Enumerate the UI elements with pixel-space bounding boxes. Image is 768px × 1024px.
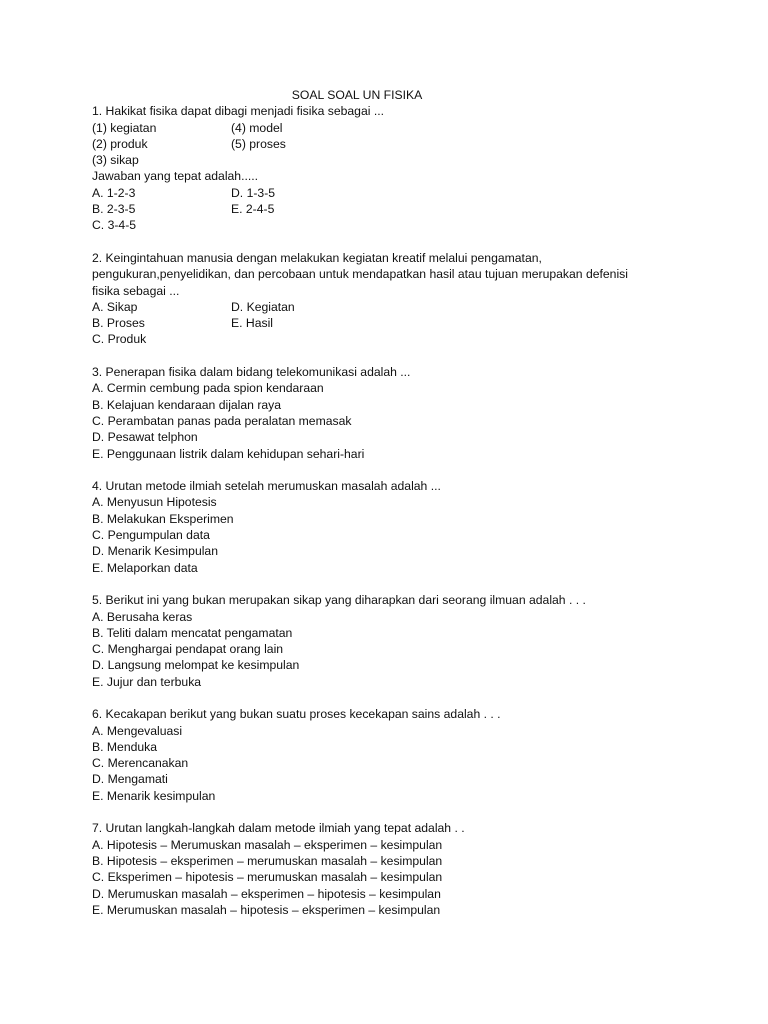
answer-option: A. Cermin cembung pada spion kendaraan [92, 381, 324, 396]
answer-option: E. Hasil [231, 316, 273, 331]
option-row [92, 299, 692, 315]
question-stem: pengukuran,penyelidikan, dan percobaan untuk mendapatkan hasil atau tujuan merupakan defenisi [92, 267, 628, 282]
answer-option: D. Merumuskan masalah – eksperimen – hipotesis – kesimpulan [92, 886, 441, 901]
answer-option: C. Eksperimen – hipotesis – merumuskan masalah – kesimpulan [92, 870, 443, 885]
question-stem: fisika sebagai ... [92, 283, 180, 298]
document-content [92, 87, 692, 934]
answer-option: C. Menghargai pendapat orang lain [92, 642, 284, 657]
answer-option: D. 1-3-5 [231, 185, 276, 200]
answer-option: A. Hipotesis – Merumuskan masalah – eksperimen – kesimpulan [92, 837, 443, 852]
statement-item: (3) sikap [92, 153, 139, 168]
option-row [92, 201, 692, 217]
question-1 [92, 103, 692, 233]
question-6 [92, 706, 692, 804]
answer-option: B. Proses [92, 316, 145, 331]
answer-option: B. Kelajuan kendaraan dijalan raya [92, 397, 282, 412]
option-row [92, 315, 692, 331]
answer-option: E. Merumuskan masalah – hipotesis – eksperimen – kesimpulan [92, 902, 441, 917]
answer-option: B. Hipotesis – eksperimen – merumuskan masalah – kesimpulan [92, 853, 443, 868]
answer-option: A. Sikap [92, 299, 138, 314]
answer-option: A. Berusaha keras [92, 609, 193, 624]
answer-option: D. Menarik Kesimpulan [92, 544, 218, 559]
answer-option: A. Mengevaluasi [92, 723, 183, 738]
answer-option: D. Langsung melompat ke kesimpulan [92, 658, 300, 673]
answer-option: A. Menyusun Hipotesis [92, 495, 217, 510]
question-3 [92, 364, 692, 462]
statement-item: (4) model [231, 120, 283, 135]
question-stem: 2. Keingintahuan manusia dengan melakukan kegiatan kreatif melalui pengamatan, [92, 250, 542, 265]
statement-item: (5) proses [231, 136, 286, 151]
option-row [92, 217, 692, 233]
answer-option: E. Melaporkan data [92, 560, 198, 575]
answer-option: E. Penggunaan listrik dalam kehidupan sehari-hari [92, 446, 365, 461]
answer-option: B. Menduka [92, 739, 158, 754]
question-5 [92, 592, 692, 690]
answer-option: B. Melakukan Eksperimen [92, 511, 234, 526]
question-stem: 4. Urutan metode ilmiah setelah merumuskan masalah adalah ... [92, 479, 441, 494]
answer-option: C. Perambatan panas pada peralatan memasak [92, 413, 352, 428]
statement-item: (1) kegiatan [92, 120, 157, 135]
page-title: SOAL SOAL UN FISIKA [291, 88, 423, 102]
answer-option: E. Menarik kesimpulan [92, 788, 216, 803]
answer-option: C. Produk [92, 332, 147, 347]
question-stem: 3. Penerapan fisika dalam bidang telekomunikasi adalah ... [92, 365, 411, 380]
option-row [92, 185, 692, 201]
answer-option: B. 2-3-5 [92, 202, 136, 217]
answer-option: D. Kegiatan [231, 299, 295, 314]
answer-option: C. Merencanakan [92, 756, 189, 771]
answer-option: A. 1-2-3 [92, 185, 136, 200]
statement-row [92, 120, 692, 136]
answer-option: D. Mengamati [92, 772, 168, 787]
question-prompt: Jawaban yang tepat adalah..... [92, 169, 259, 184]
answer-option: D. Pesawat telphon [92, 430, 198, 445]
answer-option: C. Pengumpulan data [92, 528, 210, 543]
statement-item: (2) produk [92, 136, 148, 151]
question-stem: 7. Urutan langkah-langkah dalam metode ilmiah yang tepat adalah . . [92, 821, 465, 836]
answer-option: E. 2-4-5 [231, 202, 275, 217]
answer-option: B. Teliti dalam mencatat pengamatan [92, 625, 293, 640]
question-2 [92, 250, 692, 348]
statement-row [92, 136, 692, 152]
answer-option: E. Jujur dan terbuka [92, 674, 202, 689]
question-7 [92, 820, 692, 918]
question-stem: 5. Berikut ini yang bukan merupakan sikap yang diharapkan dari seorang ilmuan adalah . . . [92, 593, 586, 608]
question-stem: 6. Kecakapan berikut yang bukan suatu proses kecekapan sains adalah . . . [92, 707, 501, 722]
question-stem: 1. Hakikat fisika dapat dibagi menjadi fisika sebagai ... [92, 104, 384, 119]
statement-row [92, 152, 692, 168]
answer-option: C. 3-4-5 [92, 218, 137, 233]
option-row [92, 331, 692, 347]
question-4 [92, 478, 692, 576]
